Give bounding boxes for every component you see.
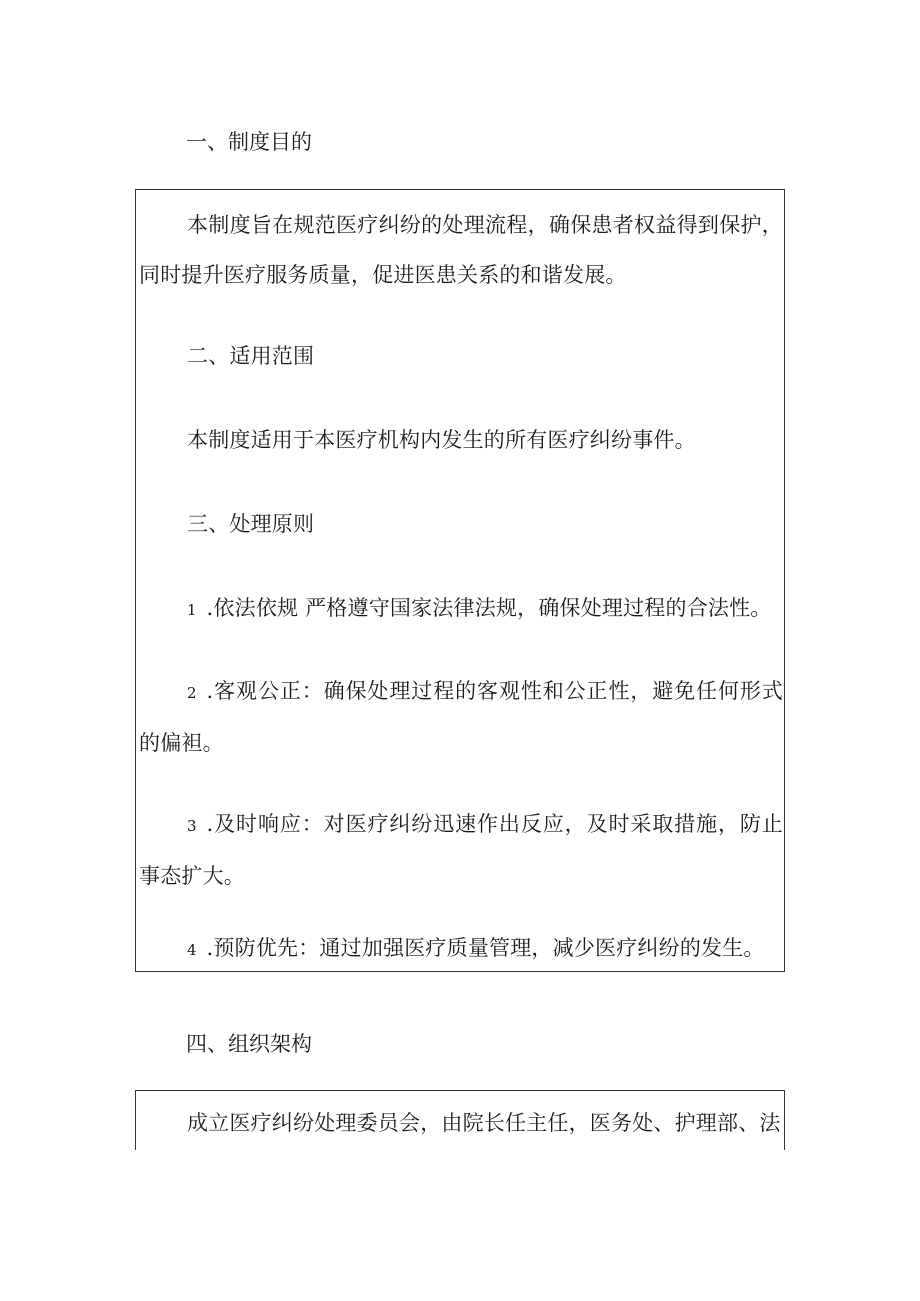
principle-number: 1 [187,601,197,619]
principle-number: 2 [187,684,197,702]
section-heading-purpose: 一、制度目的 [186,130,312,154]
principle-item [139,799,783,901]
principle-text: .及时响应：对医疗纠纷迅速作出反应，及时采取措施，防止事态扩大。 [139,812,783,888]
principle-text: .客观公正：确保处理过程的客观性和公正性，避免任何形式的偏袒。 [139,679,783,755]
principle-item [139,583,783,635]
principle-item [139,923,783,975]
section-heading-scope: 二、适用范围 [187,344,315,368]
content-box-organization [135,1090,785,1150]
principle-item [139,666,783,768]
principle-number: 3 [187,817,197,835]
principle-text: .预防优先：通过加强医疗质量管理，减少医疗纠纷的发生。 [206,936,765,960]
scope-paragraph: 本制度适用于本医疗机构内发生的所有医疗纠纷事件。 [187,428,696,452]
content-box-main [135,189,785,972]
section-heading-principles: 三、处理原则 [187,512,315,536]
organization-paragraph: 成立医疗纠纷处理委员会，由院长任主任，医务处、护理部、法 [187,1111,781,1135]
principle-text: .依法依规 严格遵守国家法律法规，确保处理过程的合法性。 [206,596,772,620]
section-heading-organization: 四、组织架构 [186,1032,312,1056]
purpose-paragraph: 本制度旨在规范医疗纠纷的处理流程，确保患者权益得到保护，同时提升医疗服务质量，促进医患关系的和谐发展。 [139,213,783,287]
principle-number: 4 [187,941,197,959]
